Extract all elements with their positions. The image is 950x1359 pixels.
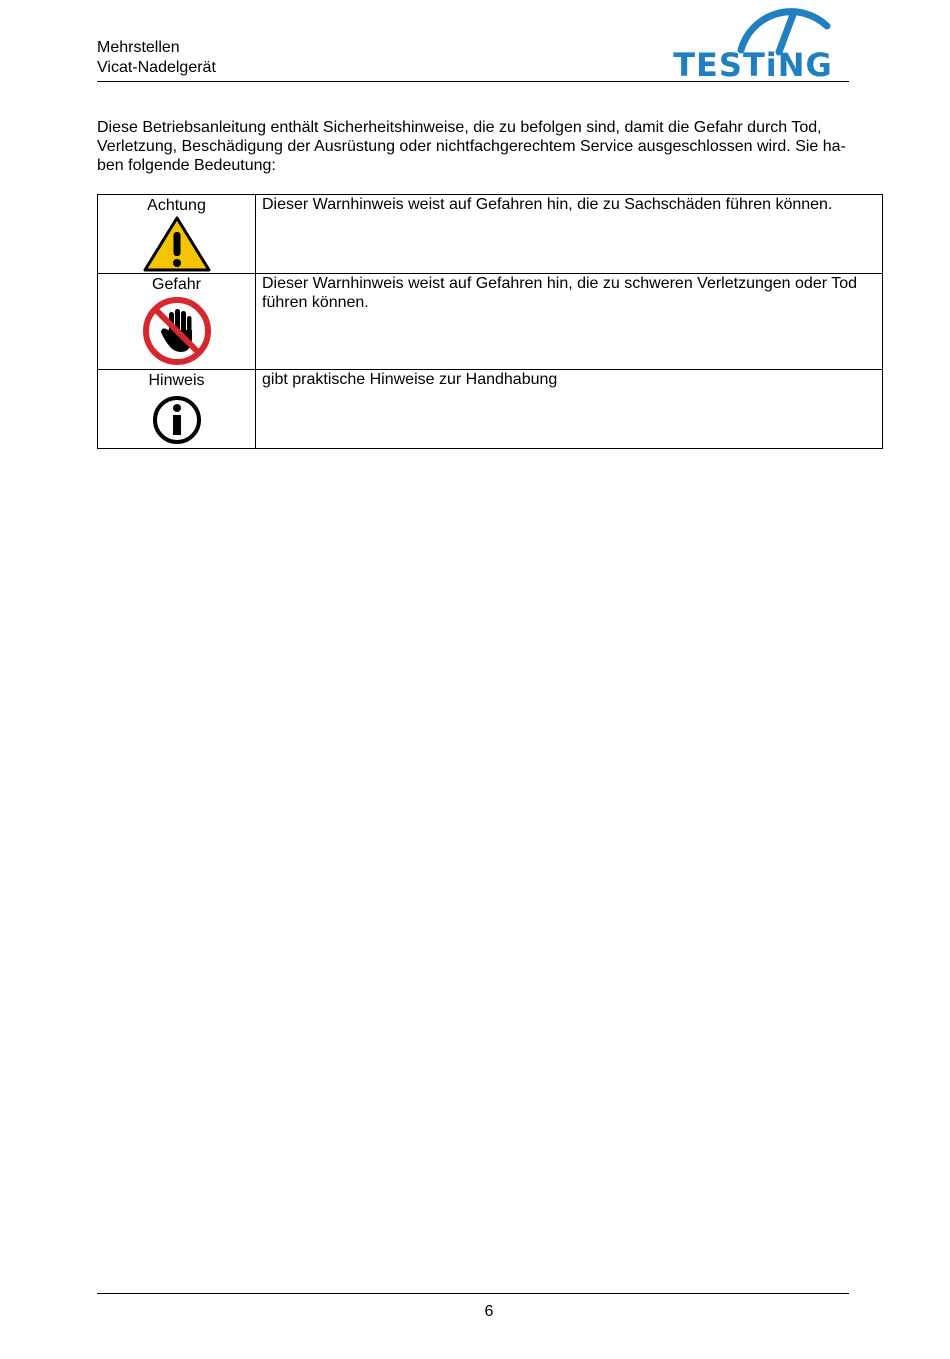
document-header [97,38,216,78]
description-hinweis: gibt praktische Hinweise zur Handhabung [262,371,558,388]
header-line-2: Vicat-Nadelgerät [97,59,216,76]
testing-logo [655,8,851,80]
description-cell [256,274,883,370]
safety-symbols-table [97,194,883,449]
symbol-cell [98,195,256,274]
header-line-1: Mehrstellen [97,39,180,56]
symbol-cell [98,370,256,449]
header-divider [97,81,849,82]
table-row [98,195,883,274]
symbol-label-hinweis: Hinweis [148,372,205,389]
table-row [98,274,883,370]
symbol-label-gefahr: Gefahr [152,276,201,293]
warning-triangle-icon [142,215,212,273]
description-cell [256,195,883,274]
symbol-label-achtung: Achtung [147,197,206,214]
description-achtung: Dieser Warnhinweis weist auf Gefahren hin, die zu Sachschäden führen können. [262,196,833,213]
table-row [98,370,883,449]
intro-paragraph: Diese Betriebsanleitung enthält Sicherheitshinweise, die zu befolgen sind, damit die Gefahr durch Tod, Verletzung, Beschädigung der Ausrüstung oder nichtfachgerechtem Service ausgeschlossen wird. Sie ha-ben folgende Bedeutung: [97,119,846,174]
footer-divider [97,1293,849,1294]
description-gefahr: Dieser Warnhinweis weist auf Gefahren hin, die zu schweren Verletzungen oder Tod führen können. [262,275,857,311]
description-cell [256,370,883,449]
page-number: 6 [484,1303,494,1320]
symbol-cell [98,274,256,370]
info-icon [151,394,203,446]
logo-text: TESTiNG [673,46,833,80]
stop-hand-icon [142,296,212,366]
